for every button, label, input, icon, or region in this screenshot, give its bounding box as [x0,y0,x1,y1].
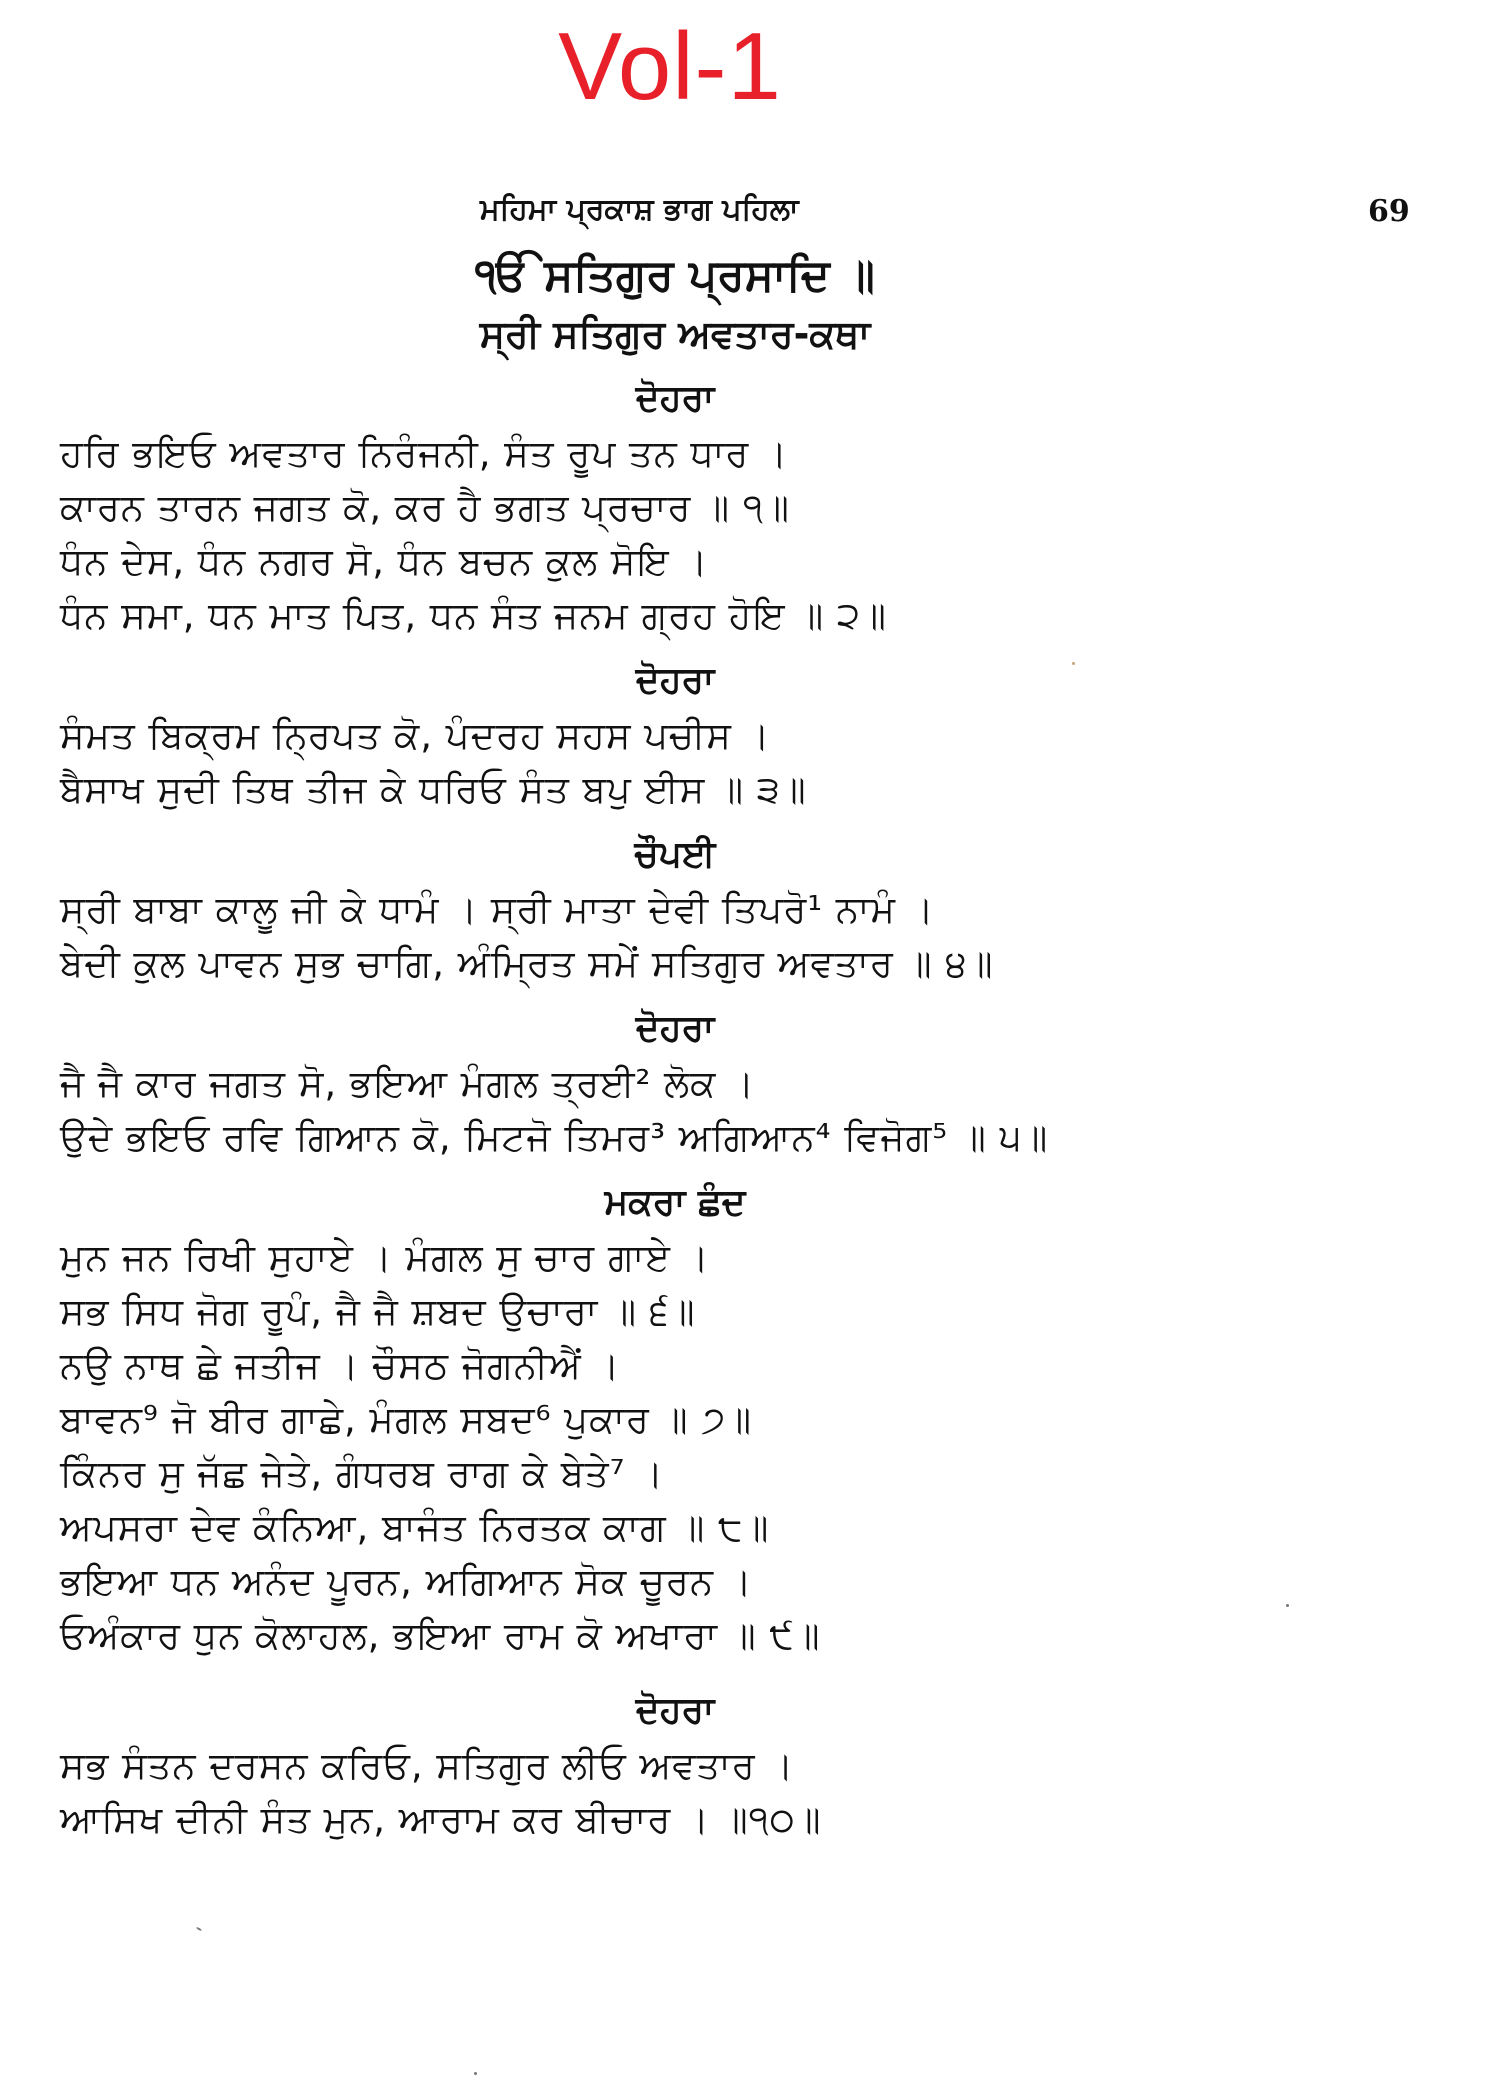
verse-line: ਮੁਨ ਜਨ ਰਿਖੀ ਸੁਹਾਏ । ਮੰਗਲ ਸੁ ਚਾਰ ਗਾਏ । [60,1236,710,1279]
verse-line: ਅਪਸਰਾ ਦੇਵ ਕੰਨਿਆ, ਬਾਜੰਤ ਨਿਰਤਕ ਕਾਗ ॥ ੮॥ [60,1506,770,1549]
running-head: ਮਹਿਮਾ ਪ੍ਰਕਾਸ਼ ਭਾਗ ਪਹਿਲਾ [480,192,799,227]
invocation: ੴ ਸਤਿਗੁਰ ਪ੍ਰਸਾਦਿ ॥ [475,250,875,301]
verse-line: ਆਸਿਖ ਦੀਨੀ ਸੰਤ ਮੁਨ, ਆਰਾਮ ਕਰ ਬੀਚਾਰ । ॥੧੦॥ [60,1798,822,1841]
verse-line: ਉਦੇ ਭਇਓ ਰਵਿ ਗਿਆਨ ਕੋ, ਮਿਟਜੋ ਤਿਮਰ³ ਅਗਿਆਨ⁴ ਵਿਜੋਗ⁵ ॥ ੫॥ [60,1116,1049,1159]
page-body [60,250,1440,1890]
verse-line: ਨਉ ਨਾਥ ਛੇ ਜਤੀਜ । ਚੌਸਠ ਜੋਗਨੀਐਂ । [60,1344,621,1387]
verse-line: ਕਾਰਨ ਤਾਰਨ ਜਗਤ ਕੋ, ਕਰ ਹੈ ਭਗਤ ਪ੍ਰਚਾਰ ॥ ੧॥ [60,486,790,529]
section-heading: ਮਕਰਾ ਛੰਦ [604,1182,746,1223]
verse-line: ਓਅੰਕਾਰ ਧੁਨ ਕੋਲਾਹਲ, ਭਇਆ ਰਾਮ ਕੋ ਅਖਾਰਾ ॥ ੯॥ [60,1614,821,1657]
verse-line: ਬੈਸਾਖ ਸੁਦੀ ਤਿਥ ਤੀਜ ਕੇ ਧਰਿਓ ਸੰਤ ਬਪੁ ਈਸ ॥ ੩॥ [60,768,807,811]
verse-line: ਸਭ ਸੰਤਨ ਦਰਸਨ ਕਰਿਓ, ਸਤਿਗੁਰ ਲੀਓ ਅਵਤਾਰ । [60,1744,795,1787]
verse-line: ਸ੍ਰੀ ਬਾਬਾ ਕਾਲੂ ਜੀ ਕੇ ਧਾਮੰ । ਸ੍ਰੀ ਮਾਤਾ ਦੇਵੀ ਤਿਪਰੋ¹ ਨਾਮੰ । [60,888,935,931]
verse-line: ਜੈ ਜੈ ਕਾਰ ਜਗਤ ਸੋ, ਭਇਆ ਮੰਗਲ ਤ੍ਰਈ² ਲੋਕ । [60,1062,756,1105]
verse-line: ਸੰਮਤ ਬਿਕ੍ਰਮ ਨ੍ਰਿਪਤ ਕੋ, ਪੰਦਰਹ ਸਹਸ ਪਚੀਸ । [60,714,771,757]
section-heading: ਦੋਹਰਾ [635,378,715,419]
volume-label: Vol-1 [558,13,782,120]
section-heading: ਚੌਪਈ [634,834,716,875]
verse-line: ਧੰਨ ਸਮਾ, ਧਨ ਮਾਤ ਪਿਤ, ਧਨ ਸੰਤ ਜਨਮ ਗ੍ਰਹ ਹੋਇ ॥ ੨॥ [60,594,887,637]
verse-line: ਸਭ ਸਿਧ ਜੋਗ ਰੂਪੰ, ਜੈ ਜੈ ਸ਼ਬਦ ਉਚਾਰਾ ॥ ੬॥ [60,1290,696,1333]
scan-speck [1072,662,1075,665]
page-title: ਸ੍ਰੀ ਸਤਿਗੁਰ ਅਵਤਾਰ-ਕਥਾ [479,312,871,356]
section-heading: ਦੋਹਰਾ [635,1008,715,1049]
verse-line: ਧੰਨ ਦੇਸ, ਧੰਨ ਨਗਰ ਸੋ, ਧੰਨ ਬਚਨ ਕੁਲ ਸੋਇ । [60,540,709,583]
section-heading: ਦੋਹਰਾ [635,660,715,701]
verse-line: ਬੇਦੀ ਕੁਲ ਪਾਵਨ ਸੁਭ ਚਾਗਿ, ਅੰਮ੍ਰਿਤ ਸਮੇਂ ਸਤਿਗੁਰ ਅਵਤਾਰ ॥ ੪॥ [60,942,994,985]
section-heading: ਦੋਹਰਾ [635,1690,715,1731]
verse-line: ਹਰਿ ਭਇਓ ਅਵਤਾਰ ਨਿਰੰਜਨੀ, ਸੰਤ ਰੂਪ ਤਨ ਧਾਰ । [60,432,789,475]
verse-line: ਕਿੰਨਰ ਸੁ ਜੱਛ ਜੇਤੇ, ਗੰਧਰਬ ਰਾਗ ਕੇ ਬੇਤੇ⁷ । [60,1452,665,1495]
scan-speck [1286,1604,1289,1607]
verse-line: ਬਾਵਨ⁹ ਜੋ ਬੀਰ ਗਾਛੇ, ਮੰਗਲ ਸਬਦ⁶ ਪੁਕਾਰ ॥ ੭॥ [60,1398,753,1441]
verse-line: ਭਇਆ ਧਨ ਅਨੰਦ ਪੂਰਨ, ਅਗਿਆਨ ਸੋਕ ਚੂਰਨ । [60,1560,753,1603]
scan-speck [474,2072,477,2075]
scan-speck [196,1927,202,1932]
page-number: 69 [1368,194,1410,229]
